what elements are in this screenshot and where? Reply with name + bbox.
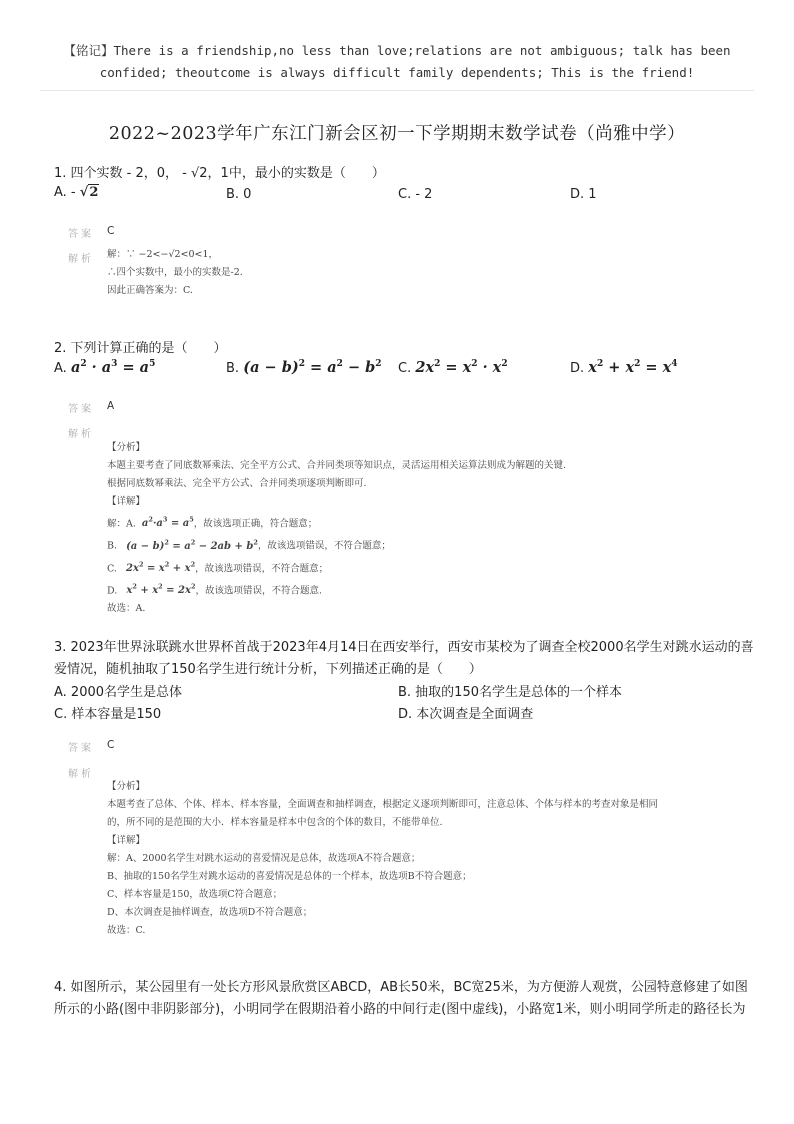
- q2-answer: A: [107, 400, 115, 412]
- q2-xj-a-text: ，故该选项正确，符合题意；: [193, 518, 318, 530]
- q3-option-b: B. 抽取的150名学生是总体的一个样本: [398, 685, 622, 700]
- q2-xj-end: 故选：A.: [107, 603, 146, 615]
- page-title: 2022~2023学年广东江门新会区初一下学期期末数学试卷（尚雅中学）: [108, 124, 686, 144]
- q2-option-a-label: A.: [54, 361, 67, 376]
- q3-stem: [54, 637, 754, 681]
- q1-option-a-label: A. -: [54, 185, 76, 200]
- q2-option-c-label: C.: [398, 361, 412, 376]
- q3-xj-line-4: D、本次调查是抽样调查，故选项D不符合题意；: [107, 907, 313, 918]
- q3-stem-line-1: 3. 2023年世界泳联跳水世界杯首战于2023年4月14日在西安举行，西安市某校为了调查全校2000名学生对跳水运动的喜: [54, 640, 754, 655]
- q2-option-b-label: B.: [226, 361, 240, 376]
- motto: [40, 40, 754, 84]
- q3-option-c: C. 样本容量是150: [54, 707, 162, 722]
- q1-explanation: [107, 246, 747, 300]
- q2-xj-c-text: ，故该选项错误，不符合题意；: [195, 562, 329, 574]
- q2-option-a-formula: $a^2 \cdot a^3 = a^5$: [70, 359, 156, 376]
- q3-xj-line-1: 解：A、2000名学生对跳水运动的喜爱情况是总体，故选项A不符合题意；: [107, 853, 421, 864]
- q3-analysis-label: 解析: [68, 769, 94, 780]
- q1-answer-label: 答案: [68, 229, 94, 240]
- q1-answer: C: [107, 225, 115, 237]
- q2-xj-b-text: ，故该选项错误，不符合题意；: [257, 540, 391, 552]
- q2-explanation: [107, 439, 747, 618]
- q1-exp-line-2: ∴四个实数中，最小的实数是-2.: [107, 267, 243, 278]
- q3-option-a: A. 2000名学生是总体: [54, 685, 183, 700]
- q2-option-a: [54, 359, 155, 376]
- q3-fx-label: 【分析】: [107, 781, 146, 792]
- q2-option-c: [398, 359, 508, 376]
- q2-answer-label: 答案: [68, 404, 94, 415]
- q1-stem: 1. 四个实数 - 2，0， - √2，1中，最小的实数是（ ）: [54, 166, 385, 181]
- q2-xj-b: B. $(a - b)^2 = a^2 - 2ab + b^2$，故该选项错误，不符合题意；: [107, 538, 391, 552]
- q4-stem-line-1: 4. 如图所示，某公园里有一处长方形风景欣赏区ABCD，AB长50米，BC宽25米，为方便游人观赏，公园特意修建了如图: [54, 980, 748, 995]
- q3-explanation: [107, 778, 747, 940]
- header-divider: [40, 90, 754, 91]
- q2-option-c-formula: $2x^2 = x^2 \cdot x^2$: [415, 359, 508, 376]
- q2-xj-label: 【详解】: [107, 496, 146, 507]
- q3-fx-line-2: 的，所不同的是范围的大小．样本容量是样本中包含的个体的数目，不能带单位.: [107, 817, 443, 828]
- q3-xj-line-3: C、样本容量是150，故选项C符合题意；: [107, 889, 283, 900]
- q2-stem: 2. 下列计算正确的是（ ）: [54, 341, 227, 356]
- q4-stem-line-2: 所示的小路(图中非阴影部分)，小明同学在假期沿着小路的中间行走(图中虚线)，小路宽1米，则小明同学所走的路径长为: [54, 1002, 746, 1017]
- q2-option-d-label: D.: [570, 361, 585, 376]
- q3-xj-label: 【详解】: [107, 835, 146, 846]
- q2-analysis-label: 解析: [68, 429, 94, 440]
- q1-option-b: B. 0: [226, 187, 252, 202]
- q2-option-d: [570, 359, 678, 376]
- q3-option-d: D. 本次调查是全面调查: [398, 707, 534, 722]
- q3-answer-label: 答案: [68, 743, 94, 754]
- q2-xj-d: D. $x^2 + x^2 = 2x^2$，故该选项错误，不符合题意.: [107, 582, 323, 597]
- q1-option-c: C. - 2: [398, 187, 433, 202]
- q3-xj-end: 故选：C.: [107, 925, 146, 936]
- q3-answer: C: [107, 739, 115, 751]
- q2-fx-line-1: 本题主要考查了同底数幂乘法、完全平方公式、合并同类项等知识点，灵活运用相关运算法则成为解题的关键.: [107, 460, 567, 471]
- q2-xj-c: C. $2x^2 = x^2 + x^2$，故该选项错误，不符合题意；: [107, 560, 329, 574]
- motto-tag: 【铭记】: [63, 43, 114, 58]
- q1-option-a-radicand: 2: [89, 185, 99, 200]
- q1-exp-line-1: 解：∵ −2<−√2<0<1，: [107, 249, 219, 260]
- q1-exp-line-3: 因此正确答案为：C.: [107, 285, 193, 296]
- q2-option-b-formula: $(a - b)^2 = a^2 - b^2$: [243, 359, 382, 376]
- q2-xj-d-text: ，故该选项错误，不符合题意.: [195, 585, 323, 597]
- motto-line-2: confided; theoutcome is always difficult family dependents; This is the friend!: [99, 65, 695, 80]
- q3-xj-line-2: B、抽取的150名学生对跳水运动的喜爱情况是总体的一个样本，故选项B不符合题意；: [107, 871, 472, 882]
- q1-option-d: D. 1: [570, 187, 597, 202]
- q2-option-b: [226, 359, 382, 376]
- motto-line-1: There is a friendship,no less than love;relations are not ambiguous; talk has been: [113, 43, 731, 58]
- q1-analysis-label: 解析: [68, 254, 94, 265]
- q3-stem-line-2: 爱情况，随机抽取了150名学生进行统计分析，下列描述正确的是（ ）: [54, 662, 482, 677]
- q3-fx-line-1: 本题考查了总体、个体、样本、样本容量，全面调查和抽样调查，根据定义逐项判断即可，注意总体、个体与样本的考查对象是相同: [107, 799, 659, 810]
- q2-fx-line-2: 根据同底数幂乘法、完全平方公式、合并同类项逐项判断即可.: [107, 478, 367, 489]
- q2-option-d-formula: $x^2 + x^2 = x^4$: [588, 359, 678, 376]
- q4-stem: [54, 977, 754, 1021]
- q1-option-a: A. - √2: [54, 185, 99, 200]
- q2-fx-label: 【分析】: [107, 442, 146, 453]
- q2-xj-a: 解：A. $a^2\cdot a^3 = a^5$，故该选项正确，符合题意；: [107, 516, 318, 530]
